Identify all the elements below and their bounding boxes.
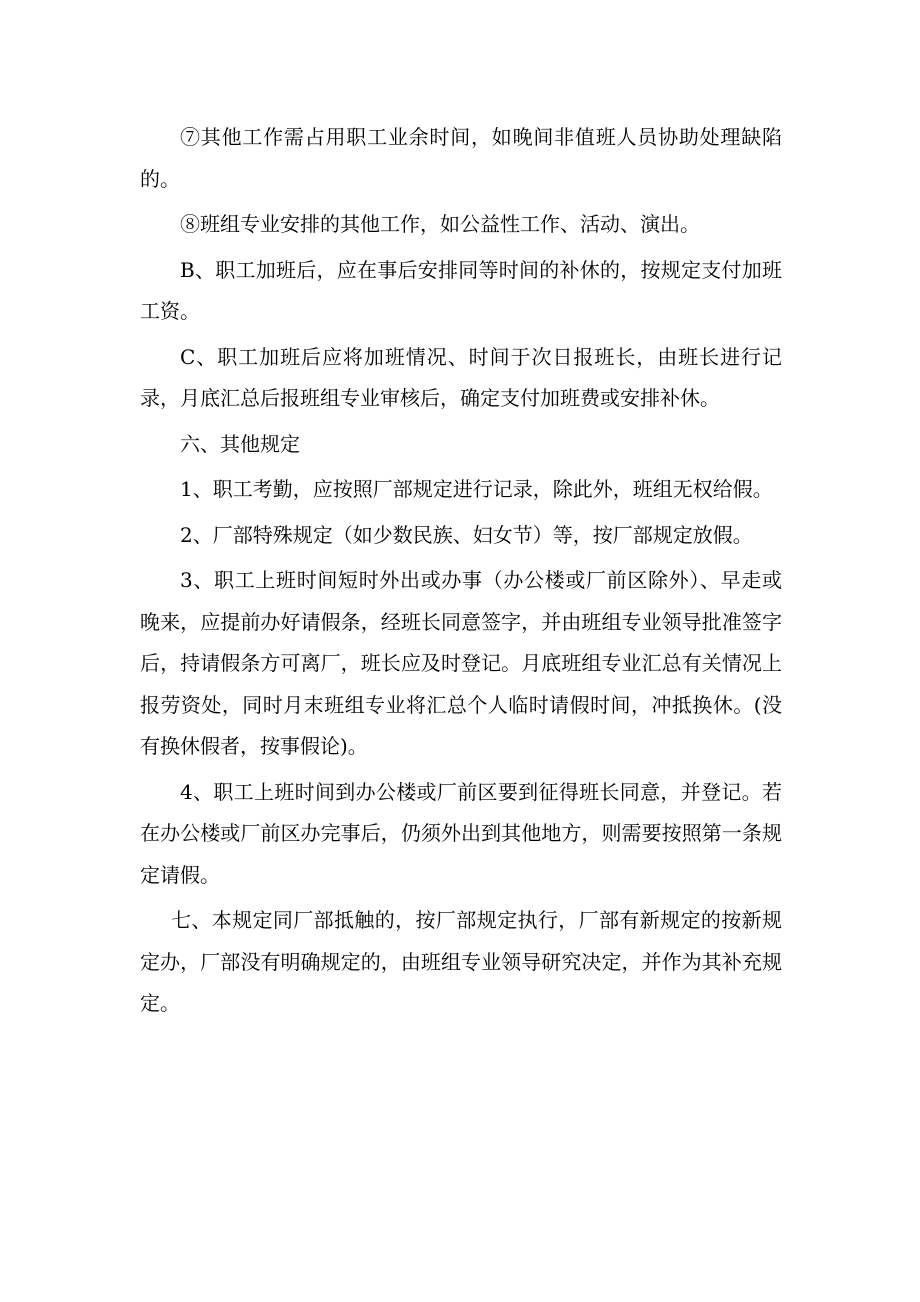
rule-item-4: 4、职工上班时间到办公楼或厂前区要到征得班长同意，并登记。若在办公楼或厂前区办完事后，仍须外出到其他地方，则需要按照第一条规定请假。 bbox=[140, 779, 782, 887]
section-seven-paragraph: 七、本规定同厂部抵触的，按厂部规定执行，厂部有新规定的按新规定办，厂部没有明确规定的，由班组专业领导研究决定，并作为其补充规定。 bbox=[140, 908, 782, 1015]
section-heading-six: 六、其他规定 bbox=[180, 431, 300, 456]
paragraph-c: C、职工加班后应将加班情况、时间于次日报班长，由班长进行记录，月底汇总后报班组专业审核后，确定支付加班费或安排补休。 bbox=[140, 344, 782, 410]
paragraph-b: B、职工加班后，应在事后安排同等时间的补休的，按规定支付加班工资。 bbox=[140, 257, 782, 323]
paragraph-item-7: ⑦其他工作需占用职工业余时间，如晚间非值班人员协助处理缺陷的。 bbox=[140, 125, 782, 191]
rule-item-3: 3、职工上班时间短时外出或办事（办公楼或厂前区除外）、早走或晚来，应提前办好请假条，经班长同意签字，并由班组专业领导批准签字后，持请假条方可离厂，班长应及时登记。月底班组专业汇总有关情况上报劳资处，同时月末班组专业将汇总个人临时请假时间，冲抵换休。(没有换休假者，按事假论)。 bbox=[140, 568, 782, 758]
paragraph-item-8: ⑧班组专业安排的其他工作，如公益性工作、活动、演出。 bbox=[180, 212, 700, 236]
document-body bbox=[140, 117, 782, 1029]
rule-item-1: 1、职工考勤，应按照厂部规定进行记录，除此外，班组无权给假。 bbox=[180, 477, 773, 501]
rule-item-2: 2、厂部特殊规定（如少数民族、妇女节）等，按厂部规定放假。 bbox=[180, 522, 753, 547]
